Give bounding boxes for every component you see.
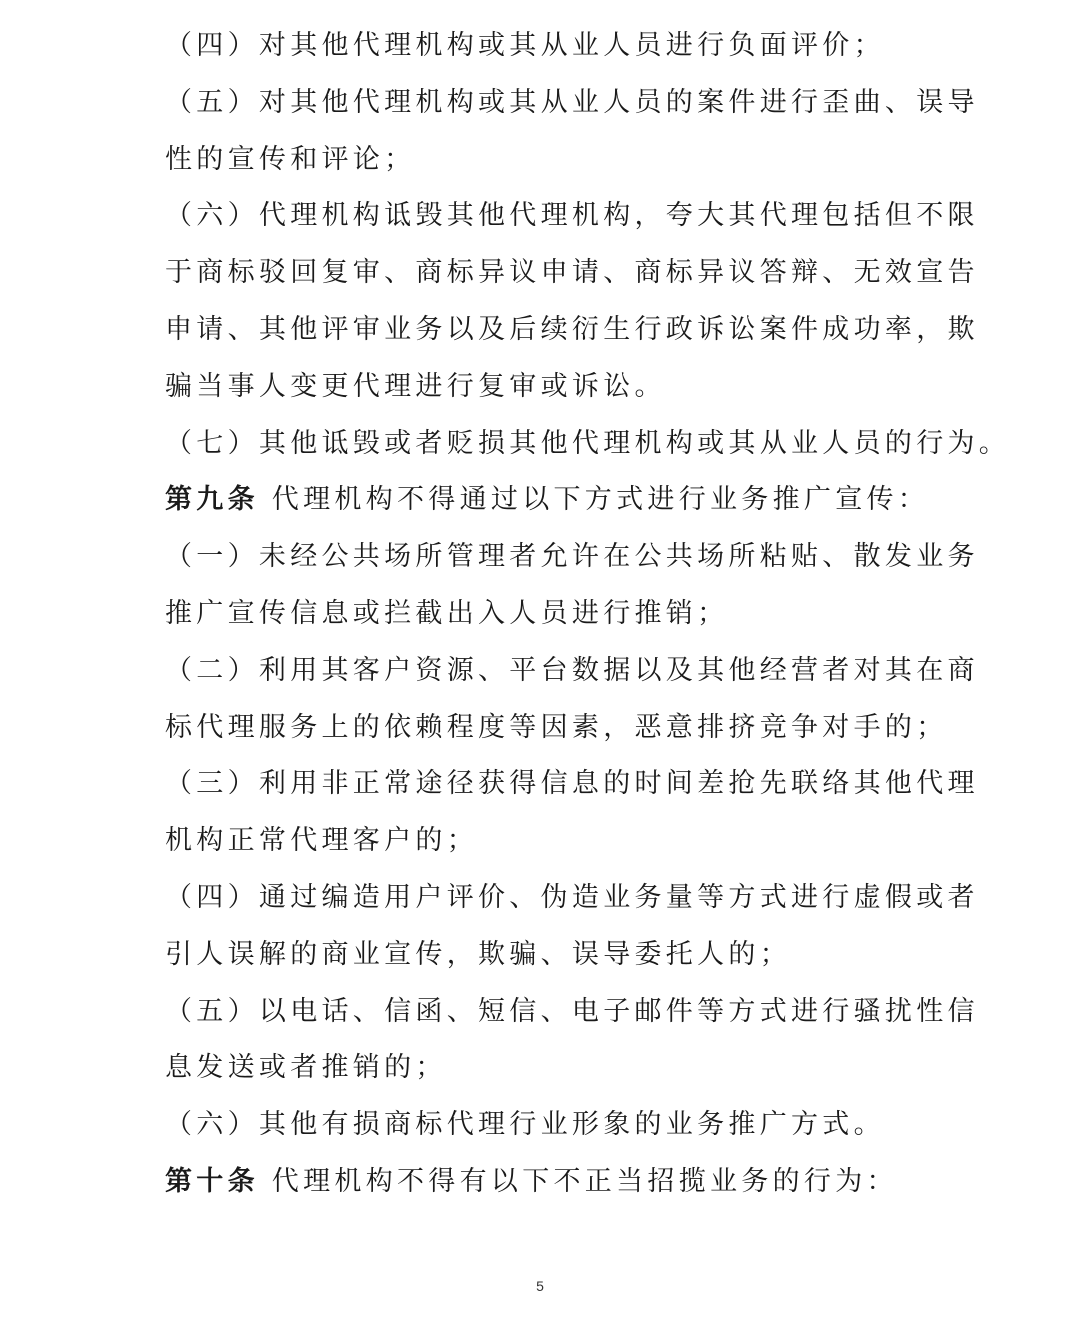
- body-line: 引人误解的商业宣传，欺骗、误导委托人的；: [165, 938, 791, 970]
- body-line: 申请、其他评审业务以及后续衍生行政诉讼案件成功率，欺: [165, 313, 979, 345]
- body-line: 骗当事人变更代理进行复审或诉讼。: [165, 370, 666, 402]
- article-title: 第十条: [165, 1165, 259, 1197]
- body-line: （七）其他诋毁或者贬损其他代理机构或其从业人员的行为。: [165, 427, 1011, 459]
- body-line: 性的宣传和评论；: [165, 143, 416, 175]
- article-line: [165, 472, 965, 529]
- body-line: 于商标驳回复审、商标异议申请、商标异议答辩、无效宣告: [165, 257, 979, 289]
- body-line: （三）利用非正常途径获得信息的时间差抢先联络其他代理: [165, 768, 979, 800]
- body-line: 推广宣传信息或拦截出入人员进行推销；: [165, 597, 729, 629]
- body-line: （五）以电话、信函、短信、电子邮件等方式进行骚扰性信: [165, 995, 979, 1027]
- body-line: （四）对其他代理机构或其从业人员进行负面评价；: [165, 30, 885, 61]
- body-line: 机构正常代理客户的；: [165, 825, 478, 857]
- page-number: 5: [536, 1278, 544, 1294]
- article-title: 第九条: [165, 484, 259, 516]
- article-text: 代理机构不得有以下不正当招揽业务的行为：: [258, 1165, 898, 1197]
- body-line: （六）其他有损商标代理行业形象的业务推广方式。: [165, 1109, 885, 1141]
- body-line: （四）通过编造用户评价、伪造业务量等方式进行虚假或者: [165, 881, 979, 913]
- body-line: （一）未经公共场所管理者允许在公共场所粘贴、散发业务: [165, 541, 979, 573]
- body-line: （二）利用其客户资源、平台数据以及其他经营者对其在商: [165, 654, 979, 686]
- article-line: [165, 1154, 965, 1211]
- body-line: 标代理服务上的依赖程度等因素，恶意排挤竞争对手的；: [165, 711, 948, 743]
- document-body: [165, 18, 1011, 1211]
- body-line: （五）对其他代理机构或其从业人员的案件进行歪曲、误导: [165, 86, 979, 118]
- body-line: 息发送或者推销的；: [165, 1052, 447, 1084]
- article-text: 代理机构不得通过以下方式进行业务推广宣传：: [258, 484, 930, 516]
- body-line: （六）代理机构诋毁其他代理机构，夸大其代理包括但不限: [165, 200, 979, 232]
